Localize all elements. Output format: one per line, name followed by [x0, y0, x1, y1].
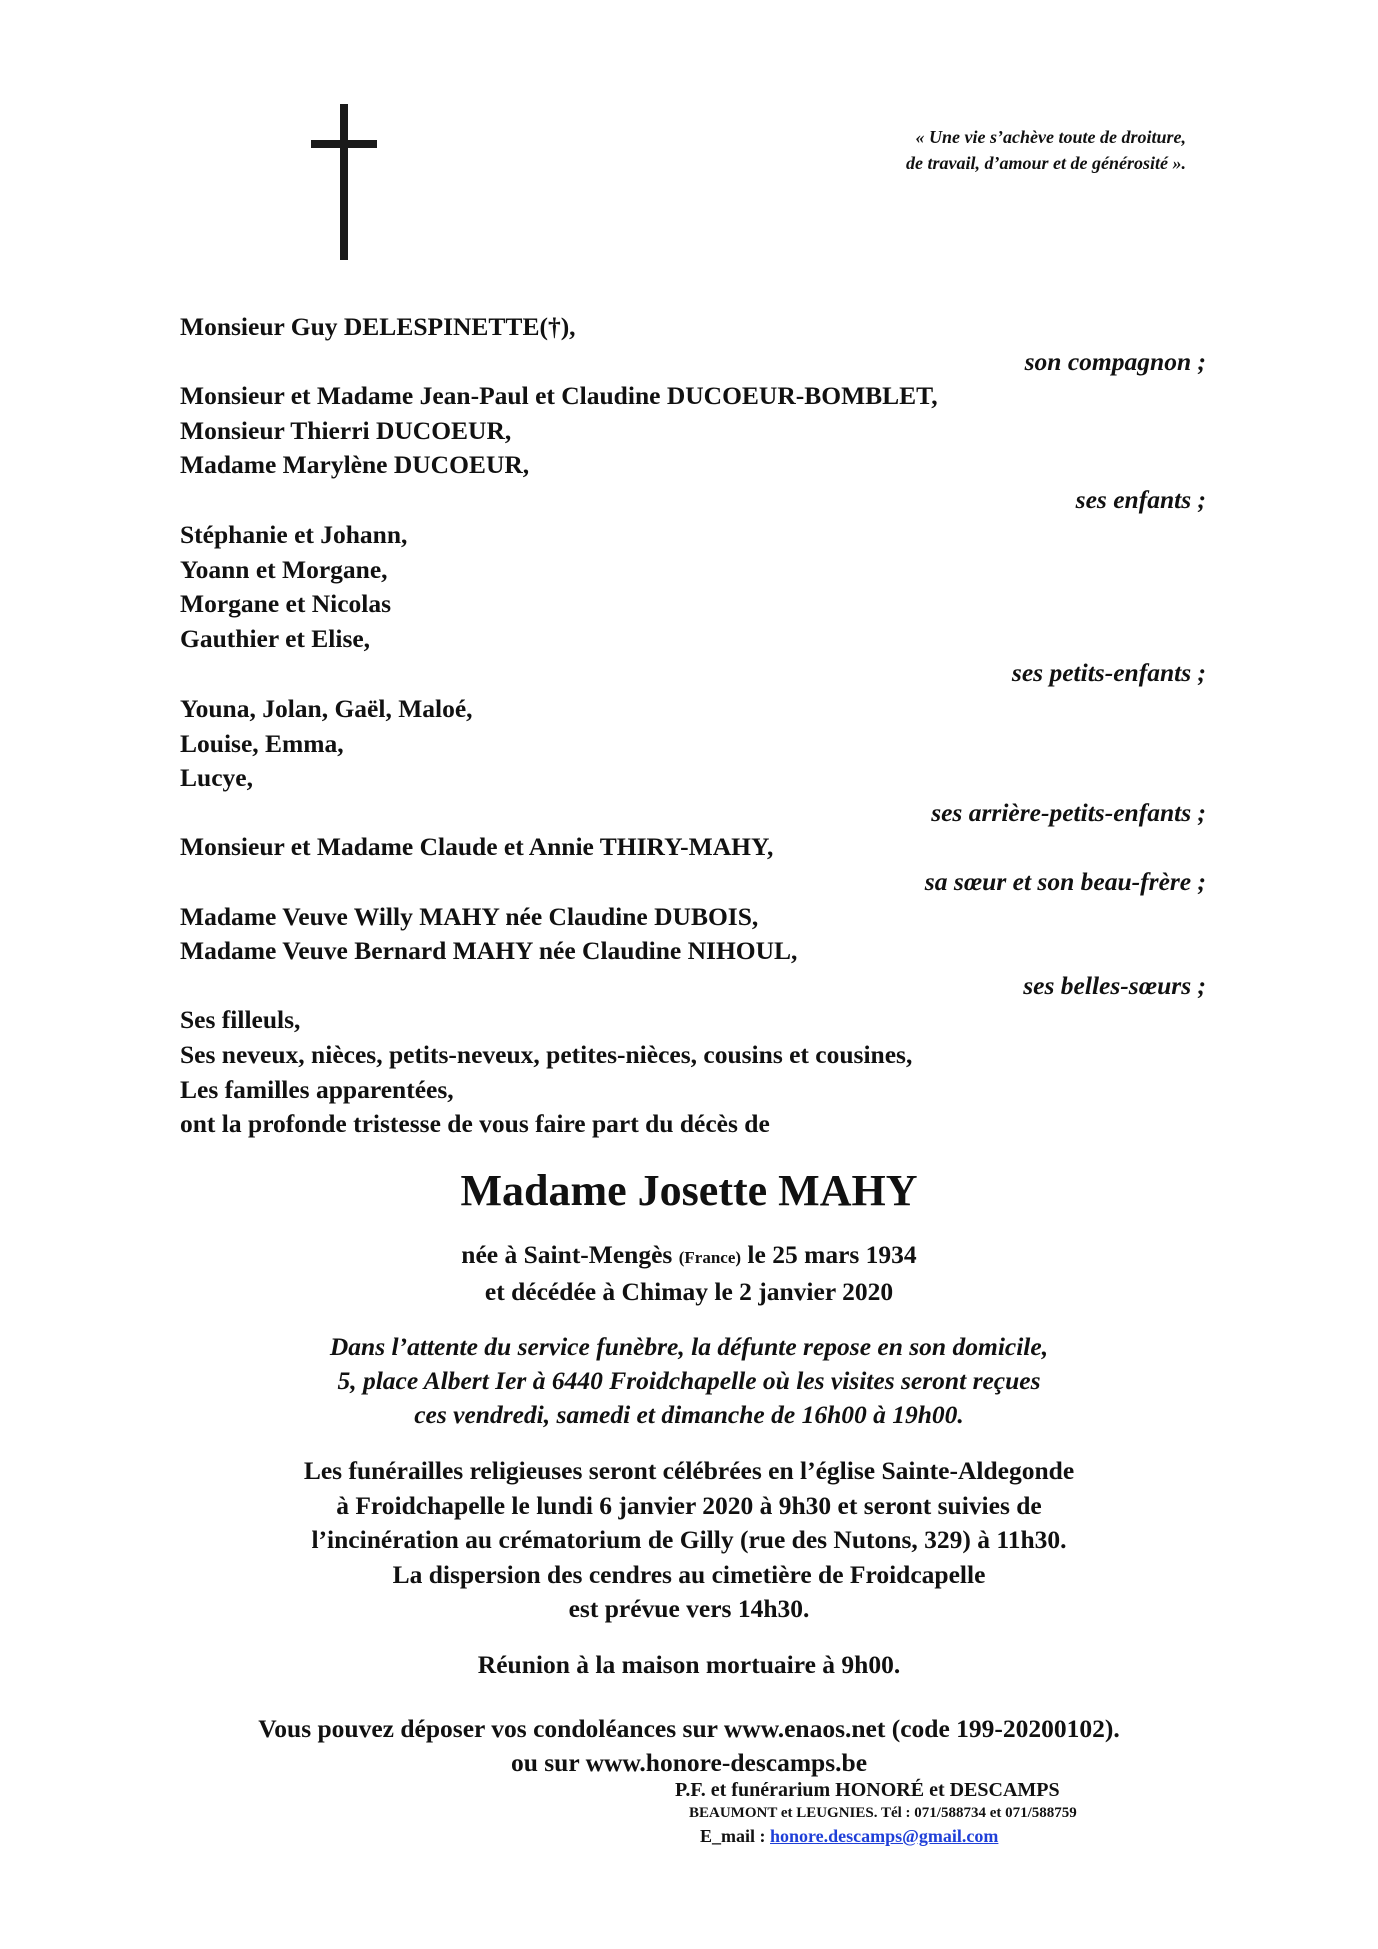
- birth-date: le 25 mars 1934: [747, 1240, 917, 1269]
- funeral-line: La dispersion des cendres au cimetière de Froidcapelle: [392, 1559, 986, 1589]
- other-relatives-line: Ses filleuls,: [180, 1005, 301, 1035]
- cross-horizontal-bar: [311, 140, 377, 148]
- funeral-home-name: P.F. et funérarium HONORÉ et DESCAMPS: [675, 1779, 1060, 1801]
- child-name: Monsieur et Madame Jean-Paul et Claudine DUCOEUR-BOMBLET,: [180, 381, 938, 411]
- funeral-line: est prévue vers 14h30.: [568, 1594, 810, 1623]
- quote-line: de travail, d’amour et de générosité ».: [906, 153, 1186, 173]
- death-line: et décédée à Chimay le 2 janvier 2020: [484, 1277, 894, 1306]
- cross-vertical-bar: [340, 104, 348, 260]
- companion-name: Monsieur Guy DELESPINETTE(†),: [180, 312, 576, 341]
- birth-line: [0, 1238, 1378, 1275]
- great-grandchildren-role: ses arrière-petits-enfants ;: [931, 797, 1206, 827]
- great-grandchild-name: Youna, Jolan, Gaël, Maloé,: [180, 694, 473, 723]
- condolences-line: ou sur www.honore-descamps.be: [510, 1748, 868, 1777]
- children-role: ses enfants ;: [1075, 484, 1206, 514]
- grandchildren-list: [180, 518, 1206, 691]
- birth-place: née à Saint-Mengès: [461, 1240, 673, 1269]
- other-relatives-line: Les familles apparentées,: [180, 1074, 454, 1104]
- reunion-info: Réunion à la maison mortuaire à 9h00.: [477, 1650, 901, 1679]
- sister-in-law-name: Madame Veuve Bernard MAHY née Claudine NIHOUL,: [180, 936, 798, 966]
- deceased-name: Madame Josette MAHY: [460, 1166, 918, 1215]
- sisters-in-law-role: ses belles-sœurs ;: [1023, 970, 1206, 1000]
- sister-name: Monsieur et Madame Claude et Annie THIRY-MAHY,: [180, 832, 774, 862]
- email-link[interactable]: honore.descamps@gmail.com: [770, 1826, 999, 1846]
- sister-role: sa sœur et son beau-frère ;: [924, 866, 1206, 896]
- funeral-line: à Froidchapelle le lundi 6 janvier 2020 à 9h30 et seront suivies de: [336, 1490, 1042, 1520]
- other-relatives-line: Ses neveux, nièces, petits-neveux, petites-nièces, cousins et cousines,: [180, 1039, 913, 1069]
- funeral-home-email-line: [675, 1824, 1077, 1848]
- great-grandchild-name: Louise, Emma,: [180, 728, 344, 758]
- birth-country: (France): [678, 1248, 742, 1267]
- condolences-info: [0, 1712, 1378, 1780]
- email-label: E_mail :: [700, 1826, 766, 1846]
- epigraph-quote: [906, 124, 1186, 176]
- family-list: [180, 310, 1206, 518]
- funeral-home-info: [675, 1778, 1077, 1848]
- funeral-home-contact: BEAUMONT et LEUGNIES. Tél : 071/588734 et 071/588759: [689, 1805, 1077, 1821]
- visitation-line: 5, place Albert Ier à 6440 Froidchapelle où les visites seront reçues: [337, 1366, 1041, 1395]
- quote-line: « Une vie s’achève toute de droiture,: [915, 127, 1186, 147]
- grandchild-name: Gauthier et Elise,: [180, 623, 371, 653]
- condolences-line: Vous pouvez déposer vos condoléances sur www.enaos.net (code 199-20200102).: [258, 1714, 1120, 1743]
- great-grandchildren-list: [180, 692, 1206, 1142]
- grandchild-name: Stéphanie et Johann,: [180, 520, 408, 549]
- announcement-line: ont la profonde tristesse de vous faire part du décès de: [180, 1109, 770, 1139]
- child-name: Monsieur Thierri DUCOEUR,: [180, 415, 512, 445]
- grandchild-name: Morgane et Nicolas: [180, 589, 392, 619]
- funeral-info: [0, 1454, 1378, 1627]
- child-name: Madame Marylène DUCOEUR,: [180, 450, 530, 480]
- grandchildren-role: ses petits-enfants ;: [1011, 658, 1206, 688]
- birth-death-info: [0, 1238, 1378, 1309]
- visitation-line: ces vendredi, samedi et dimanche de 16h00 à 19h00.: [414, 1400, 964, 1429]
- visitation-info: [0, 1330, 1378, 1432]
- funeral-line: l’incinération au crématorium de Gilly (rue des Nutons, 329) à 11h30.: [311, 1525, 1067, 1554]
- grandchild-name: Yoann et Morgane,: [180, 554, 388, 584]
- companion-role: son compagnon ;: [1024, 346, 1206, 376]
- latin-cross-icon: [311, 104, 377, 260]
- great-grandchild-name: Lucye,: [180, 763, 253, 793]
- visitation-line: Dans l’attente du service funèbre, la défunte repose en son domicile,: [329, 1332, 1049, 1361]
- sister-in-law-name: Madame Veuve Willy MAHY née Claudine DUBOIS,: [180, 901, 759, 931]
- funeral-line: Les funérailles religieuses seront célébrées en l’église Sainte-Aldegonde: [303, 1456, 1075, 1485]
